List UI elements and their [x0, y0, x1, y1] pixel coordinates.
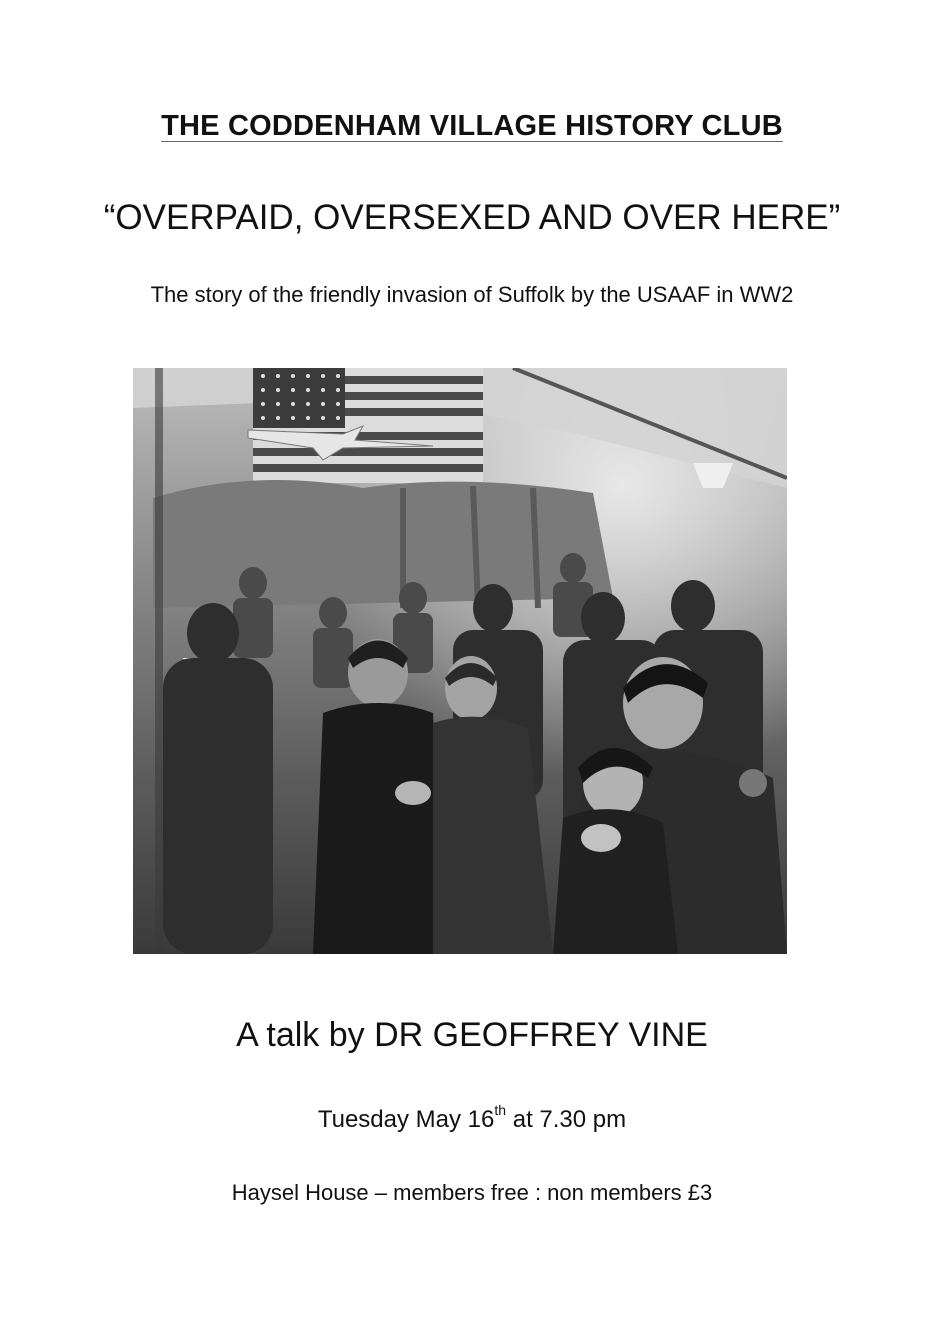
- american-flag: [253, 368, 483, 483]
- talk-title: “OVERPAID, OVERSEXED AND OVER HERE”: [103, 198, 841, 237]
- event-date: [0, 1102, 944, 1134]
- venue-line: Haysel House – members free : non members £3: [231, 1180, 713, 1205]
- speaker-line: A talk by DR GEOFFREY VINE: [236, 1016, 708, 1054]
- talk-subtitle: The story of the friendly invasion of Suffolk by the USAAF in WW2: [150, 282, 794, 307]
- club-title: THE CODDENHAM VILLAGE HISTORY CLUB: [161, 110, 783, 142]
- date-ordinal-suffix: th: [494, 1102, 507, 1118]
- wartime-dance-photo: [133, 368, 787, 954]
- date-rest: at 7.30 pm: [506, 1106, 627, 1133]
- date-prefix: Tuesday May 16: [317, 1106, 495, 1133]
